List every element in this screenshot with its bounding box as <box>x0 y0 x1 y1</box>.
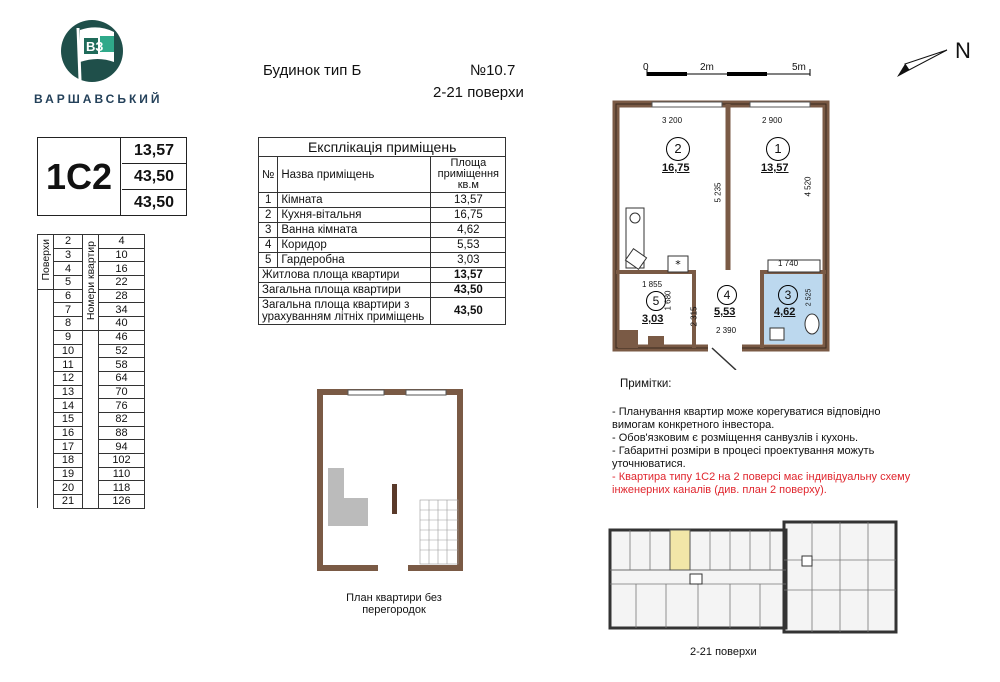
explication-row <box>259 208 506 223</box>
explication-cell-area: 3,03 <box>431 253 506 268</box>
apartment-number-cell: 118 <box>99 481 145 495</box>
apartment-number-cell: 102 <box>99 454 145 468</box>
explication-cell-name: Гардеробна <box>278 253 431 268</box>
explication-total-name: Загальна площа квартири <box>259 283 431 298</box>
logo-letters: ВЗ <box>86 39 104 54</box>
room-5-area: 3,03 <box>642 313 664 325</box>
open-plan-caption: План квартири без перегородок <box>346 592 442 616</box>
floors-label-spacer <box>38 289 54 508</box>
room-3-area: 4,62 <box>774 306 796 318</box>
apartment-number-cell: 34 <box>99 303 145 317</box>
apartment-number-cell: 52 <box>99 344 145 358</box>
apartment-number-cell: 110 <box>99 467 145 481</box>
brand-logo <box>58 18 134 84</box>
floors-table-row <box>38 235 145 249</box>
explication-cell-num: 3 <box>259 223 278 238</box>
apartment-number-cell: 16 <box>99 262 145 276</box>
apartment-number-cell: 58 <box>99 358 145 372</box>
explication-row <box>259 193 506 208</box>
room-1-area: 13,57 <box>761 162 789 174</box>
explication-cell-name: Ванна кімната <box>278 223 431 238</box>
scale-label-0: 0 <box>643 62 649 73</box>
floor-cell: 19 <box>54 467 83 481</box>
apartment-number-cell: 76 <box>99 399 145 413</box>
explication-table <box>258 137 506 325</box>
apartment-number-cell: 88 <box>99 426 145 440</box>
room-5-marker: 5 <box>646 291 666 311</box>
scale-bar <box>632 60 812 80</box>
note-item: - Планування квартир може корегуватися відповідно вимогам конкретного інвестора. <box>612 406 881 431</box>
explication-cell-area: 16,75 <box>431 208 506 223</box>
apartment-type-box <box>37 137 187 216</box>
svg-text:*: * <box>675 258 681 271</box>
dim-label: 2 525 <box>805 288 813 307</box>
floor-cell: 10 <box>54 344 83 358</box>
explication-total-row <box>259 268 506 283</box>
apts-label-text: Номери квартир <box>84 240 97 320</box>
apartment-number-cell: 46 <box>99 330 145 344</box>
floors-range: 2-21 поверхи <box>433 84 524 101</box>
apartment-plan <box>612 100 832 375</box>
north-arrow-icon <box>895 44 955 85</box>
floor-cell: 5 <box>54 276 83 290</box>
note-item-red: - Квартира типу 1С2 на 2 поверсі має індивідуальну схему інженерних каналів (див. план 2 поверху). <box>612 471 911 496</box>
building-type: Будинок тип Б <box>263 62 362 79</box>
floor-plan-caption: 2-21 поверхи <box>690 646 757 658</box>
floor-cell: 13 <box>54 385 83 399</box>
dim-label: 1 740 <box>778 259 799 268</box>
dim-label: 1 855 <box>642 280 663 289</box>
col-area-header: Площа приміщення кв.м <box>431 157 506 193</box>
apartment-number-cell: 70 <box>99 385 145 399</box>
apts-label <box>83 235 99 331</box>
room-4-marker: 4 <box>717 285 737 305</box>
explication-total-row <box>259 298 506 325</box>
explication-cell-num: 4 <box>259 238 278 253</box>
dim-label: 3 200 <box>662 116 683 125</box>
floor-cell: 11 <box>54 358 83 372</box>
explication-caption: Експлікація приміщень <box>259 138 506 157</box>
room-1-marker: 1 <box>766 137 790 161</box>
note-item: - Обов'язковим є розміщення санвузлів і кухонь. <box>612 432 859 444</box>
explication-total-area: 43,50 <box>431 298 506 325</box>
apartment-number-cell: 22 <box>99 276 145 290</box>
dim-label: 2 900 <box>762 116 783 125</box>
floor-cell: 8 <box>54 317 83 331</box>
explication-total-name: Житлова площа квартири <box>259 268 431 283</box>
brand-name: ВАРШАВСЬКИЙ <box>34 92 163 106</box>
floor-cell: 7 <box>54 303 83 317</box>
apartment-value-living: 13,57 <box>122 138 186 164</box>
floor-cell: 17 <box>54 440 83 454</box>
floors-label <box>38 235 54 290</box>
notes-title: Примітки: <box>620 378 672 390</box>
floor-cell: 9 <box>54 330 83 344</box>
explication-cell-num: 1 <box>259 193 278 208</box>
explication-cell-name: Коридор <box>278 238 431 253</box>
apartment-number: №10.7 <box>470 62 516 79</box>
apartment-number-cell: 82 <box>99 412 145 426</box>
north-label: N <box>955 38 971 63</box>
explication-cell-num: 5 <box>259 253 278 268</box>
floor-cell: 6 <box>54 289 83 303</box>
floor-cell: 18 <box>54 454 83 468</box>
apartment-value-total: 43,50 <box>122 164 186 190</box>
col-name-header: Назва приміщень <box>278 157 431 193</box>
room-4-area: 5,53 <box>714 306 736 318</box>
floor-cell: 2 <box>54 235 83 249</box>
note-item: - Габаритні розміри в процесі проектування можуть уточнюватися. <box>612 445 875 470</box>
dim-label: 2 315 <box>689 306 699 327</box>
floor-cell: 20 <box>54 481 83 495</box>
room-3-marker: 3 <box>778 285 798 305</box>
scale-label-5m: 5m <box>792 62 806 73</box>
floor-cell: 16 <box>54 426 83 440</box>
room-2-marker: 2 <box>666 137 690 161</box>
apartment-number-cell: 126 <box>99 495 145 509</box>
floors-table <box>37 234 145 509</box>
explication-cell-name: Кімната <box>278 193 431 208</box>
apartment-number-cell: 10 <box>99 248 145 262</box>
dim-label: 5 235 <box>713 182 723 203</box>
dim-label: 4 520 <box>803 176 813 197</box>
floor-cell: 21 <box>54 495 83 509</box>
dim-label: 2 390 <box>716 326 737 335</box>
floor-cell: 12 <box>54 371 83 385</box>
explication-cell-area: 4,62 <box>431 223 506 238</box>
floors-table-row <box>38 330 145 344</box>
room-2-area: 16,75 <box>662 162 690 174</box>
floor-cell: 4 <box>54 262 83 276</box>
floor-cell: 3 <box>54 248 83 262</box>
apts-label-spacer <box>83 330 99 508</box>
apartment-number-cell: 28 <box>99 289 145 303</box>
explication-row <box>259 223 506 238</box>
apartment-number-cell: 40 <box>99 317 145 331</box>
apartment-number-cell: 64 <box>99 371 145 385</box>
apartment-value-total-summer: 43,50 <box>133 194 175 211</box>
explication-total-area: 13,57 <box>431 268 506 283</box>
apartment-number-cell: 94 <box>99 440 145 454</box>
dim-label: 1 680 <box>663 290 673 311</box>
floors-label-text: Поверхи <box>39 239 52 281</box>
open-plan <box>316 388 466 583</box>
explication-cell-name: Кухня-вітальня <box>278 208 431 223</box>
apartment-number-cell: 4 <box>99 235 145 249</box>
notes-list <box>612 406 912 497</box>
explication-cell-area: 13,57 <box>431 193 506 208</box>
explication-cell-num: 2 <box>259 208 278 223</box>
apartment-type-code: 1С2 <box>38 138 121 215</box>
scale-label-2m: 2m <box>700 62 714 73</box>
explication-total-name: Загальна площа квартири з урахуванням літніх приміщень <box>259 298 431 325</box>
floor-cell: 15 <box>54 412 83 426</box>
explication-total-row <box>259 283 506 298</box>
floor-cell: 14 <box>54 399 83 413</box>
explication-row <box>259 238 506 253</box>
floor-plan <box>606 520 902 645</box>
col-num-header: № <box>259 157 278 193</box>
explication-total-area: 43,50 <box>431 283 506 298</box>
explication-cell-area: 5,53 <box>431 238 506 253</box>
explication-row <box>259 253 506 268</box>
